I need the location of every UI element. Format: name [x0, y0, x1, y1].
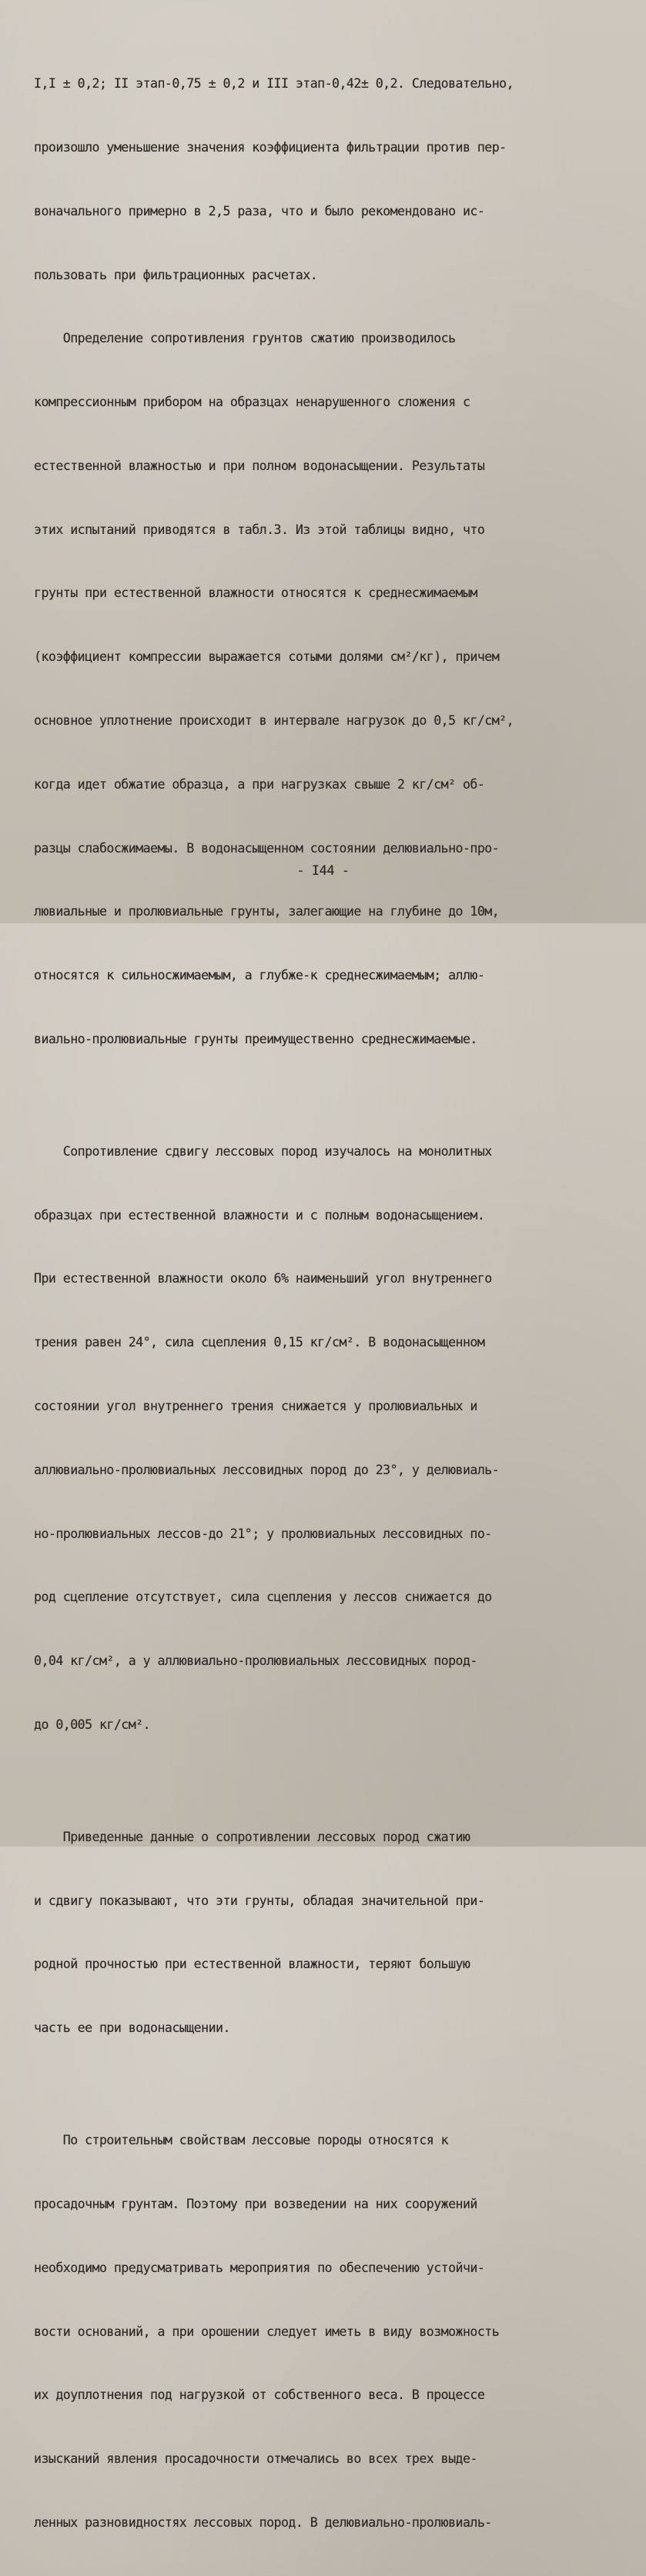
- text-line: пользовать при фильтрационных расчетах.: [34, 267, 318, 282]
- text-line: и сдвигу показывают, что эти грунты, обладая значительной при-: [34, 1893, 485, 1908]
- text-line: когда идет обжатие образца, а при нагрузках свыше 2 кг/см² об-: [34, 776, 485, 792]
- text-line: основное уплотнение происходит в интервале нагрузок до 0,5 кг/см²,: [34, 713, 514, 728]
- text-line: виально-пролювиальные грунты преимущественно среднесжимаемые.: [34, 1031, 477, 1046]
- text-line: произошло уменьшение значения коэффициента фильтрации против пер-: [34, 139, 507, 155]
- text-line: (коэффициент компрессии выражается сотыми долями см²/кг), причем: [34, 649, 500, 665]
- text-line: I,I ± 0,2; II этап-0,75 ± 0,2 и III этап-0,42± 0,2. Следовательно,: [34, 76, 514, 92]
- text-line: образцах при естественной влажности и с полным водонасыщением.: [34, 1207, 485, 1223]
- text-line: родной прочностью при естественной влажности, теряют большую: [34, 1957, 470, 1972]
- text-line: их доуплотнения под нагрузкой от собственного веса. В процессе: [34, 2387, 485, 2403]
- text-line: состоянии угол внутреннего трения снижается у пролювиальных и: [34, 1399, 477, 1413]
- text-line: Сопротивление сдвигу лессовых пород изучалось на монолитных: [34, 1143, 492, 1159]
- text-line: но-пролювиальных лессов-до 21°; у пролювиальных лессовидных по-: [34, 1526, 492, 1541]
- text-line: просадочным грунтам. Поэтому при возведении на них сооружений: [34, 2196, 477, 2211]
- text-line: вости оснований, а при орошении следует иметь в виду возможность: [34, 2324, 500, 2339]
- text-line: По строительным свойствам лессовые породы относятся к: [34, 2133, 449, 2148]
- text-line: трения равен 24°, сила сцепления 0,15 кг/см². В водонасыщенном: [34, 1335, 485, 1350]
- text-line: грунты при естественной влажности относятся к среднесжимаемым: [34, 586, 477, 601]
- paragraph-gap: [34, 1093, 600, 1099]
- text-line: относятся к сильносжимаемым, а глубже-к среднесжимаемым; аллю-: [34, 968, 485, 983]
- text-line: воначального примерно в 2,5 раза, что и было рекомендовано ис-: [34, 203, 485, 219]
- text-line: естественной влажностью и при полном водонасыщении. Результаты: [34, 458, 485, 473]
- page-body-text: [34, 31, 600, 2576]
- text-line: необходимо предусматривать мероприятия по обеспечению устойчи-: [34, 2260, 485, 2275]
- page-number: - I44 -: [296, 863, 350, 879]
- text-line: до 0,005 кг/см².: [34, 1717, 151, 1732]
- text-line: 0,04 кг/см², а у аллювиально-пролювиальных лессовидных пород-: [34, 1653, 477, 1669]
- paragraph-gap: [34, 2081, 600, 2087]
- text-line: изысканий явления просадочности отмечались во всех трех выде-: [34, 2451, 477, 2467]
- text-line: аллювиально-пролювиальных лессовидных пород до 23°, у делювиаль-: [34, 1462, 500, 1477]
- text-line: этих испытаний приводятся в табл.3. Из этой таблицы видно, что: [34, 522, 485, 537]
- text-line: ленных разновидностях лессовых пород. В делювиально-пролювиаль-: [34, 2514, 492, 2530]
- text-line: род сцепление отсутствует, сила сцепления у лессов снижается до: [34, 1590, 492, 1605]
- text-line: часть ее при водонасыщении.: [34, 2020, 230, 2036]
- text-line: лювиальные и пролювиальные грунты, залегающие на глубине до 10м,: [34, 904, 500, 919]
- text-line: При естественной влажности около 6% наименьший угол внутреннего: [34, 1271, 492, 1286]
- text-line: разцы слабосжимаемы. В водонасыщенном состоянии делювиально-про-: [34, 840, 500, 856]
- text-line: Определение сопротивления грунтов сжатию производилось: [34, 331, 456, 346]
- text-line: компрессионным прибором на образцах ненарушенного сложения с: [34, 395, 470, 410]
- paragraph-gap: [34, 1778, 600, 1784]
- text-line: Приведенные данные о сопротивлении лессовых пород сжатию: [34, 1829, 470, 1844]
